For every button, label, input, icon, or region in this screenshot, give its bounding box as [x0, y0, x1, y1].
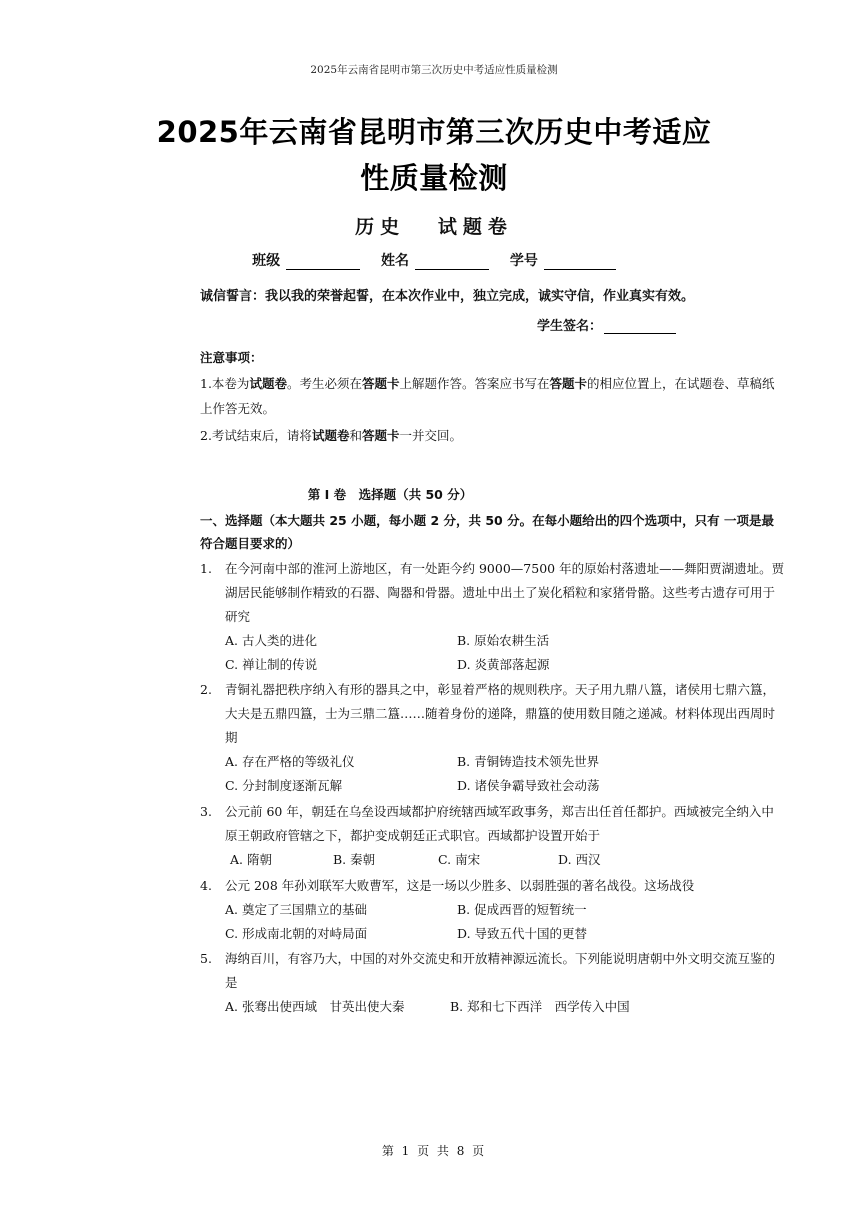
- page-title-line1: 2025年云南省昆明市第三次历史中考适应: [156, 115, 712, 149]
- option-b[interactable]: B. 原始农耕生活: [457, 633, 550, 648]
- option-row: [225, 995, 786, 1019]
- option-row: [225, 750, 786, 774]
- question-3: [200, 800, 786, 872]
- running-header: 2025年云南省昆明市第三次历史中考适应性质量检测: [310, 64, 558, 76]
- notice-text: 2.考试结束后，请将: [200, 428, 312, 443]
- page-title-line2: 性质量检测: [360, 161, 508, 195]
- option-c[interactable]: C. 南宋: [438, 852, 481, 867]
- question-number: 3.: [200, 804, 212, 819]
- option-d[interactable]: D. 导致五代十国的更替: [457, 926, 588, 941]
- option-b[interactable]: B. 青铜铸造技术领先世界: [457, 754, 600, 769]
- notice-keyword: 答题卡: [549, 376, 588, 391]
- subject-name: 历史: [355, 216, 406, 238]
- option-c[interactable]: C. 禅让制的传说: [225, 657, 318, 672]
- option-row: [225, 629, 786, 653]
- question-text: 青铜礼器把秩序纳入有形的器具之中，彰显着严格的规则秩序。天子用九鼎八簋，诸侯用七鼎六簋，大夫是五鼎四簋，士为三鼎二簋……随着身份的递降，鼎簋的使用数目随之递减。材料体现出西周时期: [225, 682, 776, 745]
- notice-text: 上解题作答。答案应书写在: [399, 376, 550, 391]
- question-5: [200, 947, 786, 1019]
- class-field[interactable]: [252, 250, 360, 270]
- notice-keyword: 答题卡: [361, 428, 400, 443]
- id-label: 学号: [509, 253, 538, 269]
- signature-field[interactable]: [537, 315, 676, 334]
- notice-text: 。考生必须在: [286, 376, 362, 391]
- option-d[interactable]: D. 诸侯争霸导致社会动荡: [457, 778, 600, 793]
- notice-text: 和: [349, 428, 362, 443]
- option-a[interactable]: A. 张骞出使西域 甘英出使大秦: [225, 999, 405, 1014]
- option-a[interactable]: A. 古人类的进化: [225, 633, 317, 648]
- option-row: [225, 774, 786, 798]
- option-row: [225, 848, 786, 872]
- notice-keyword: 答题卡: [361, 376, 400, 391]
- section-title: 第 I 卷 选择题（共 50 分）: [307, 487, 473, 502]
- option-row: [225, 922, 786, 946]
- question-number: 2.: [200, 682, 212, 697]
- signature-blank[interactable]: [604, 320, 676, 334]
- class-blank[interactable]: [286, 255, 360, 270]
- notice-text: 的相应位置上，在试题卷、草稿纸上作答无效。: [200, 376, 775, 416]
- question-2: [200, 678, 786, 798]
- notice-text: 1.本卷为: [200, 376, 250, 391]
- option-row: [225, 898, 786, 922]
- name-label: 姓名: [381, 253, 409, 269]
- signature-label: 学生签名：: [537, 319, 603, 334]
- option-a[interactable]: A. 存在严格的等级礼仪: [225, 754, 355, 769]
- option-b[interactable]: B. 促成西晋的短暂统一: [457, 902, 587, 917]
- class-label: 班级: [252, 253, 281, 269]
- subject-heading: [0, 212, 868, 239]
- question-text: 在今河南中部的淮河上游地区，有一处距今约 9000—7500 年的原始村落遗址——舞阳贾湖遗址。贾湖居民能够制作精致的石器、陶器和骨器。遗址中出土了炭化稻粒和家猪骨骼。这些考古遗存可用于研究: [225, 561, 785, 624]
- notice-item-1: [200, 371, 786, 421]
- question-text: 公元 208 年孙刘联军大败曹军，这是一场以少胜多、以弱胜强的著名战役。这场战役: [225, 878, 695, 893]
- notice-item-2: [200, 423, 786, 448]
- option-a[interactable]: A. 隋朝: [230, 852, 272, 867]
- name-blank[interactable]: [415, 255, 489, 270]
- notice-keyword: 试题卷: [311, 428, 350, 443]
- section-instructions: 一、选择题（本大题共 25 小题，每小题 2 分，共 50 分。在每小题给出的四个选项中，只有 一项是最符合题目要求的）: [200, 513, 774, 551]
- option-row: [225, 653, 786, 677]
- page-footer: 第 1 页 共 8 页: [381, 1144, 487, 1158]
- name-field[interactable]: [381, 250, 489, 270]
- question-text: 海纳百川，有容乃大，中国的对外交流史和开放精神源远流长。下列能说明唐朝中外文明交流互鉴的是: [225, 951, 776, 990]
- notice-text: 一并交回。: [399, 428, 462, 443]
- option-b[interactable]: B. 郑和七下西洋 西学传入中国: [450, 999, 630, 1014]
- option-a[interactable]: A. 奠定了三国鼎立的基础: [225, 902, 367, 917]
- question-1: [200, 557, 786, 677]
- paper-type: 试题卷: [437, 216, 513, 238]
- question-number: 1.: [200, 561, 212, 576]
- question-4: [200, 874, 786, 946]
- question-text: 公元前 60 年，朝廷在乌垒设西域都护府统辖西域军政事务，郑吉出任首任都护。西域被完全纳入中原王朝政府管辖之下，都护变成朝廷正式职官。西域都护设置开始于: [225, 804, 774, 843]
- notice-heading: 注意事项：: [200, 350, 263, 365]
- option-d[interactable]: D. 炎黄部落起源: [457, 657, 550, 672]
- student-info-fields: [0, 250, 868, 270]
- option-c[interactable]: C. 分封制度逐渐瓦解: [225, 778, 343, 793]
- notice-keyword: 试题卷: [249, 376, 287, 391]
- option-c[interactable]: C. 形成南北朝的对峙局面: [225, 926, 368, 941]
- question-number: 4.: [200, 878, 212, 893]
- honesty-pledge: 诚信誓言：我以我的荣誉起誓，在本次作业中，独立完成，诚实守信，作业真实有效。: [200, 289, 695, 304]
- question-number: 5.: [200, 951, 212, 966]
- option-b[interactable]: B. 秦朝: [333, 852, 376, 867]
- id-blank[interactable]: [544, 255, 616, 270]
- option-d[interactable]: D. 西汉: [558, 852, 601, 867]
- id-field[interactable]: [510, 250, 616, 270]
